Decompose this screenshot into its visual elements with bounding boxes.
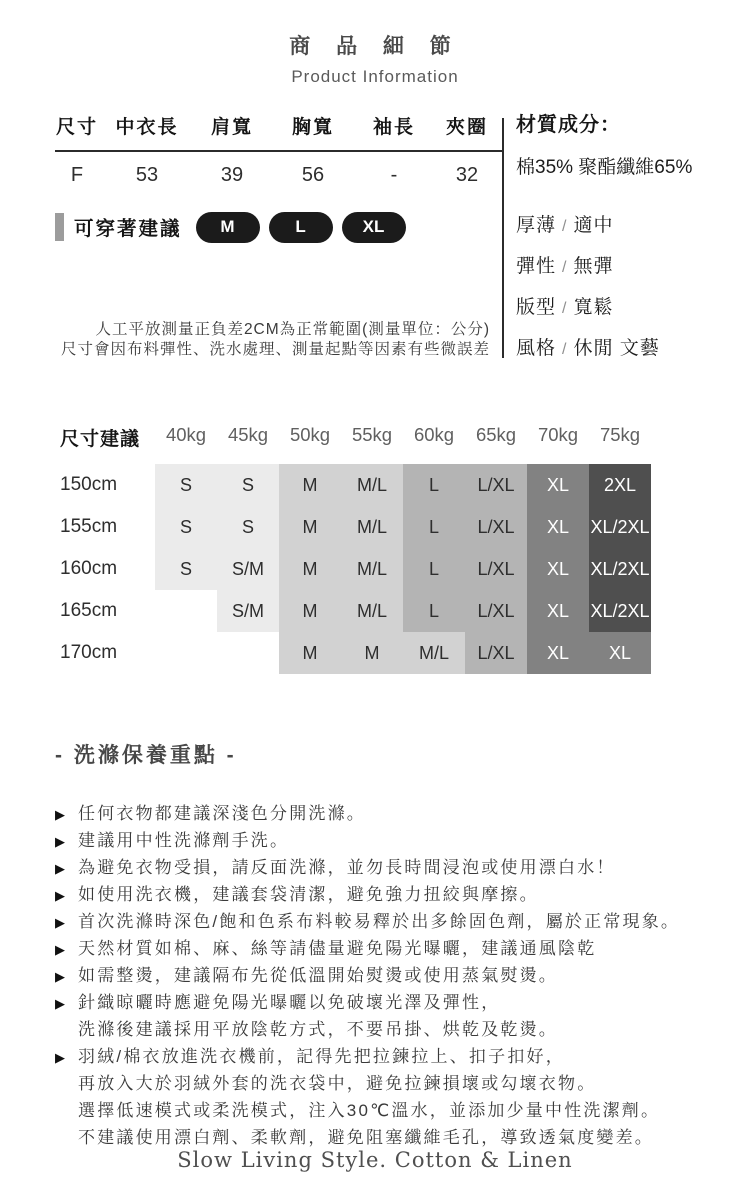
size-recommendation-cell: M/L bbox=[341, 590, 403, 632]
size-recommendation-cell bbox=[155, 590, 217, 632]
wear-suggestion bbox=[55, 211, 406, 243]
size-recommendation-row bbox=[60, 632, 651, 674]
size-recommendation-cell: S bbox=[217, 506, 279, 548]
height-row-label: 160cm bbox=[60, 558, 118, 579]
bullet-arrow-icon: ▶ bbox=[55, 969, 65, 984]
spec-column-header: 袖長 bbox=[372, 117, 415, 138]
spec-column-header: 中衣長 bbox=[115, 117, 179, 138]
attribute-row bbox=[516, 328, 744, 369]
care-item-text: 如使用洗衣機，建議套袋清潔，避免強力扭絞與摩擦。 bbox=[78, 885, 539, 904]
size-recommendation-cell: M/L bbox=[341, 506, 403, 548]
bullet-arrow-icon: ▶ bbox=[55, 834, 65, 849]
bullet-arrow-icon: ▶ bbox=[55, 915, 65, 930]
height-row-label: 165cm bbox=[60, 600, 118, 621]
size-recommendation-cell: M bbox=[279, 464, 341, 506]
size-badge-group bbox=[196, 212, 406, 243]
bullet-arrow-icon: ▶ bbox=[55, 1050, 65, 1065]
care-item-line bbox=[55, 1043, 735, 1070]
care-item-line bbox=[55, 935, 735, 962]
bullet-arrow-icon: ▶ bbox=[55, 861, 65, 876]
weight-column-header: 75kg bbox=[599, 424, 641, 445]
size-recommendation-cell: M bbox=[279, 506, 341, 548]
size-recommendation-cell: S/M bbox=[217, 590, 279, 632]
care-item-line bbox=[55, 881, 735, 908]
size-recommendation-cell: 2XL bbox=[589, 464, 651, 506]
care-item-text: 針織晾曬時應避免陽光曝曬以免破壞光澤及彈性， bbox=[78, 993, 501, 1012]
footer-slogan: Slow Living Style. Cotton & Linen bbox=[177, 1148, 573, 1172]
page-subtitle: Product Information bbox=[291, 67, 459, 86]
height-row-label: 170cm bbox=[60, 642, 118, 663]
size-recommendation-cell: L bbox=[403, 464, 465, 506]
care-item-line bbox=[55, 827, 735, 854]
size-recommendation-cell: M/L bbox=[341, 548, 403, 590]
size-recommendation-cell: XL bbox=[589, 632, 651, 674]
care-item-text: 為避免衣物受損，請反面洗滌，並勿長時間浸泡或使用漂白水！ bbox=[78, 858, 616, 877]
size-recommendation-cell: L bbox=[403, 548, 465, 590]
attribute-row bbox=[516, 246, 744, 287]
attribute-separator: / bbox=[562, 300, 568, 317]
measurement-notes bbox=[40, 320, 490, 359]
weight-column-header: 45kg bbox=[227, 424, 269, 445]
measurement-note-line: 人工平放測量正負差2CM為正常範圍(測量單位：公分) bbox=[95, 321, 490, 338]
size-recommendation-cell: M bbox=[279, 590, 341, 632]
spec-cell-value: 39 bbox=[220, 164, 244, 186]
size-recommendation-cell: XL/2XL bbox=[589, 590, 651, 632]
care-item-continuation: 洗滌後建議採用平放陰乾方式，不要吊掛、烘乾及乾燙。 bbox=[78, 1020, 558, 1039]
spec-cell-value: F bbox=[70, 164, 84, 186]
size-recommendation-cell: S bbox=[217, 464, 279, 506]
size-recommendation-cell: L/XL bbox=[465, 632, 527, 674]
size-recommendation-cell: XL/2XL bbox=[589, 506, 651, 548]
size-recommendation-label: 尺寸建議 bbox=[60, 429, 141, 450]
size-recommendation-row bbox=[60, 506, 651, 548]
attribute-separator: / bbox=[562, 218, 568, 235]
size-recommendation-cell: S bbox=[155, 548, 217, 590]
attribute-value: 適中 bbox=[573, 215, 614, 236]
size-recommendation-cell: M/L bbox=[403, 632, 465, 674]
care-item-text: 如需整燙，建議隔布先從低溫開始熨燙或使用蒸氣熨燙。 bbox=[78, 966, 558, 985]
size-recommendation-cell: XL bbox=[527, 506, 589, 548]
size-badge: XL bbox=[342, 212, 406, 243]
vertical-divider bbox=[502, 118, 504, 358]
care-item-line bbox=[55, 800, 735, 827]
attribute-value: 休閒 文藝 bbox=[573, 338, 660, 359]
size-recommendation-header-row bbox=[60, 424, 651, 464]
wear-suggestion-label: 可穿著建議 bbox=[74, 218, 182, 240]
spec-table-row bbox=[55, 152, 503, 187]
attribute-name: 彈性 bbox=[516, 256, 557, 277]
attribute-separator: / bbox=[562, 341, 568, 358]
size-recommendation-cell: L/XL bbox=[465, 464, 527, 506]
attribute-row bbox=[516, 205, 744, 246]
size-recommendation-cell: M bbox=[279, 632, 341, 674]
care-section bbox=[55, 742, 735, 1151]
attribute-name: 版型 bbox=[516, 297, 557, 318]
weight-column-header: 50kg bbox=[289, 424, 331, 445]
weight-column-header: 65kg bbox=[475, 424, 517, 445]
care-item-text: 羽絨/棉衣放進洗衣機前，記得先把拉鍊拉上、扣子扣好， bbox=[78, 1047, 565, 1066]
size-recommendation-cell: XL bbox=[527, 590, 589, 632]
size-recommendation-cell: L/XL bbox=[465, 506, 527, 548]
spec-cell-value: 56 bbox=[301, 164, 325, 186]
size-recommendation-row bbox=[60, 590, 651, 632]
size-recommendation-row bbox=[60, 548, 651, 590]
attribute-name: 風格 bbox=[516, 338, 557, 359]
size-recommendation-cell: L/XL bbox=[465, 590, 527, 632]
bullet-arrow-icon: ▶ bbox=[55, 996, 65, 1011]
care-heading: - 洗滌保養重點 - bbox=[55, 744, 237, 767]
page-header bbox=[0, 30, 750, 87]
weight-column-header: 60kg bbox=[413, 424, 455, 445]
bullet-arrow-icon: ▶ bbox=[55, 942, 65, 957]
spec-column-header: 夾圈 bbox=[445, 117, 488, 138]
size-badge: M bbox=[196, 212, 260, 243]
attribute-row bbox=[516, 287, 744, 328]
care-item-line bbox=[55, 854, 735, 881]
size-recommendation-cell: L/XL bbox=[465, 548, 527, 590]
size-recommendation-cell: M/L bbox=[341, 464, 403, 506]
bullet-arrow-icon: ▶ bbox=[55, 807, 65, 822]
material-label: 材質成分： bbox=[516, 114, 621, 136]
size-spec-table-body bbox=[55, 152, 503, 187]
spec-column-header: 胸寬 bbox=[291, 117, 334, 138]
spec-column-header: 尺寸 bbox=[55, 117, 98, 138]
care-item-continuation: 再放入大於羽絨外套的洗衣袋中，避免拉鍊損壞或勾壞衣物。 bbox=[78, 1074, 597, 1093]
bullet-arrow-icon: ▶ bbox=[55, 888, 65, 903]
size-spec-table bbox=[55, 112, 503, 187]
size-recommendation-cell: XL bbox=[527, 632, 589, 674]
attribute-list bbox=[516, 205, 744, 369]
weight-column-header: 70kg bbox=[537, 424, 579, 445]
spec-cell-value: 53 bbox=[135, 164, 159, 186]
weight-column-header: 55kg bbox=[351, 424, 393, 445]
size-spec-table-header-row bbox=[55, 112, 503, 152]
material-section bbox=[516, 108, 744, 179]
size-recommendation-cell bbox=[155, 632, 217, 674]
size-recommendation-table bbox=[60, 424, 651, 674]
care-item-text: 天然材質如棉、麻、絲等請儘量避免陽光曝曬，建議通風陰乾 bbox=[78, 939, 597, 958]
size-recommendation-cell: XL/2XL bbox=[589, 548, 651, 590]
size-recommendation-cell: M bbox=[279, 548, 341, 590]
size-recommendation-cell: S bbox=[155, 506, 217, 548]
size-recommendation-cell: S/M bbox=[217, 548, 279, 590]
size-badge: L bbox=[269, 212, 333, 243]
attribute-value: 寬鬆 bbox=[573, 297, 614, 318]
size-recommendation-body bbox=[60, 464, 651, 674]
size-recommendation-cell: M bbox=[341, 632, 403, 674]
material-value: 棉35% 聚酯纖維65% bbox=[516, 157, 693, 178]
size-recommendation-cell: XL bbox=[527, 548, 589, 590]
care-item-line bbox=[55, 908, 735, 935]
size-recommendation-cell bbox=[217, 632, 279, 674]
care-list bbox=[55, 800, 735, 1151]
attribute-name: 厚薄 bbox=[516, 215, 557, 236]
height-row-label: 155cm bbox=[60, 516, 118, 537]
page-title: 商 品 細 節 bbox=[289, 35, 461, 58]
spec-cell-value: - bbox=[390, 164, 398, 186]
size-recommendation-cell: S bbox=[155, 464, 217, 506]
care-item-text: 建議用中性洗滌劑手洗。 bbox=[78, 831, 290, 850]
care-item-continuation: 不建議使用漂白劑、柔軟劑，避免阻塞纖維毛孔，導致透氣度變差。 bbox=[78, 1128, 654, 1147]
accent-bar bbox=[55, 213, 64, 241]
size-recommendation-row bbox=[60, 464, 651, 506]
care-item-line bbox=[55, 989, 735, 1016]
weight-column-header: 40kg bbox=[165, 424, 207, 445]
care-item-text: 任何衣物都建議深淺色分開洗滌。 bbox=[78, 804, 366, 823]
spec-column-header: 肩寬 bbox=[210, 117, 253, 138]
spec-cell-value: 32 bbox=[455, 164, 479, 186]
size-recommendation-cell: L bbox=[403, 506, 465, 548]
height-row-label: 150cm bbox=[60, 474, 118, 495]
attribute-value: 無彈 bbox=[573, 256, 614, 277]
care-item-text: 首次洗滌時深色/飽和色系布料較易釋於出多餘固色劑，屬於正常現象。 bbox=[78, 912, 681, 931]
attribute-separator: / bbox=[562, 259, 568, 276]
care-item-line bbox=[55, 962, 735, 989]
measurement-note-line: 尺寸會因布料彈性、洗水處理、測量起點等因素有些微誤差 bbox=[60, 340, 490, 358]
size-recommendation-cell: L bbox=[403, 590, 465, 632]
care-item-continuation: 選擇低速模式或柔洗模式，注入30℃溫水，並添加少量中性洗潔劑。 bbox=[78, 1101, 661, 1120]
size-recommendation-cell: XL bbox=[527, 464, 589, 506]
